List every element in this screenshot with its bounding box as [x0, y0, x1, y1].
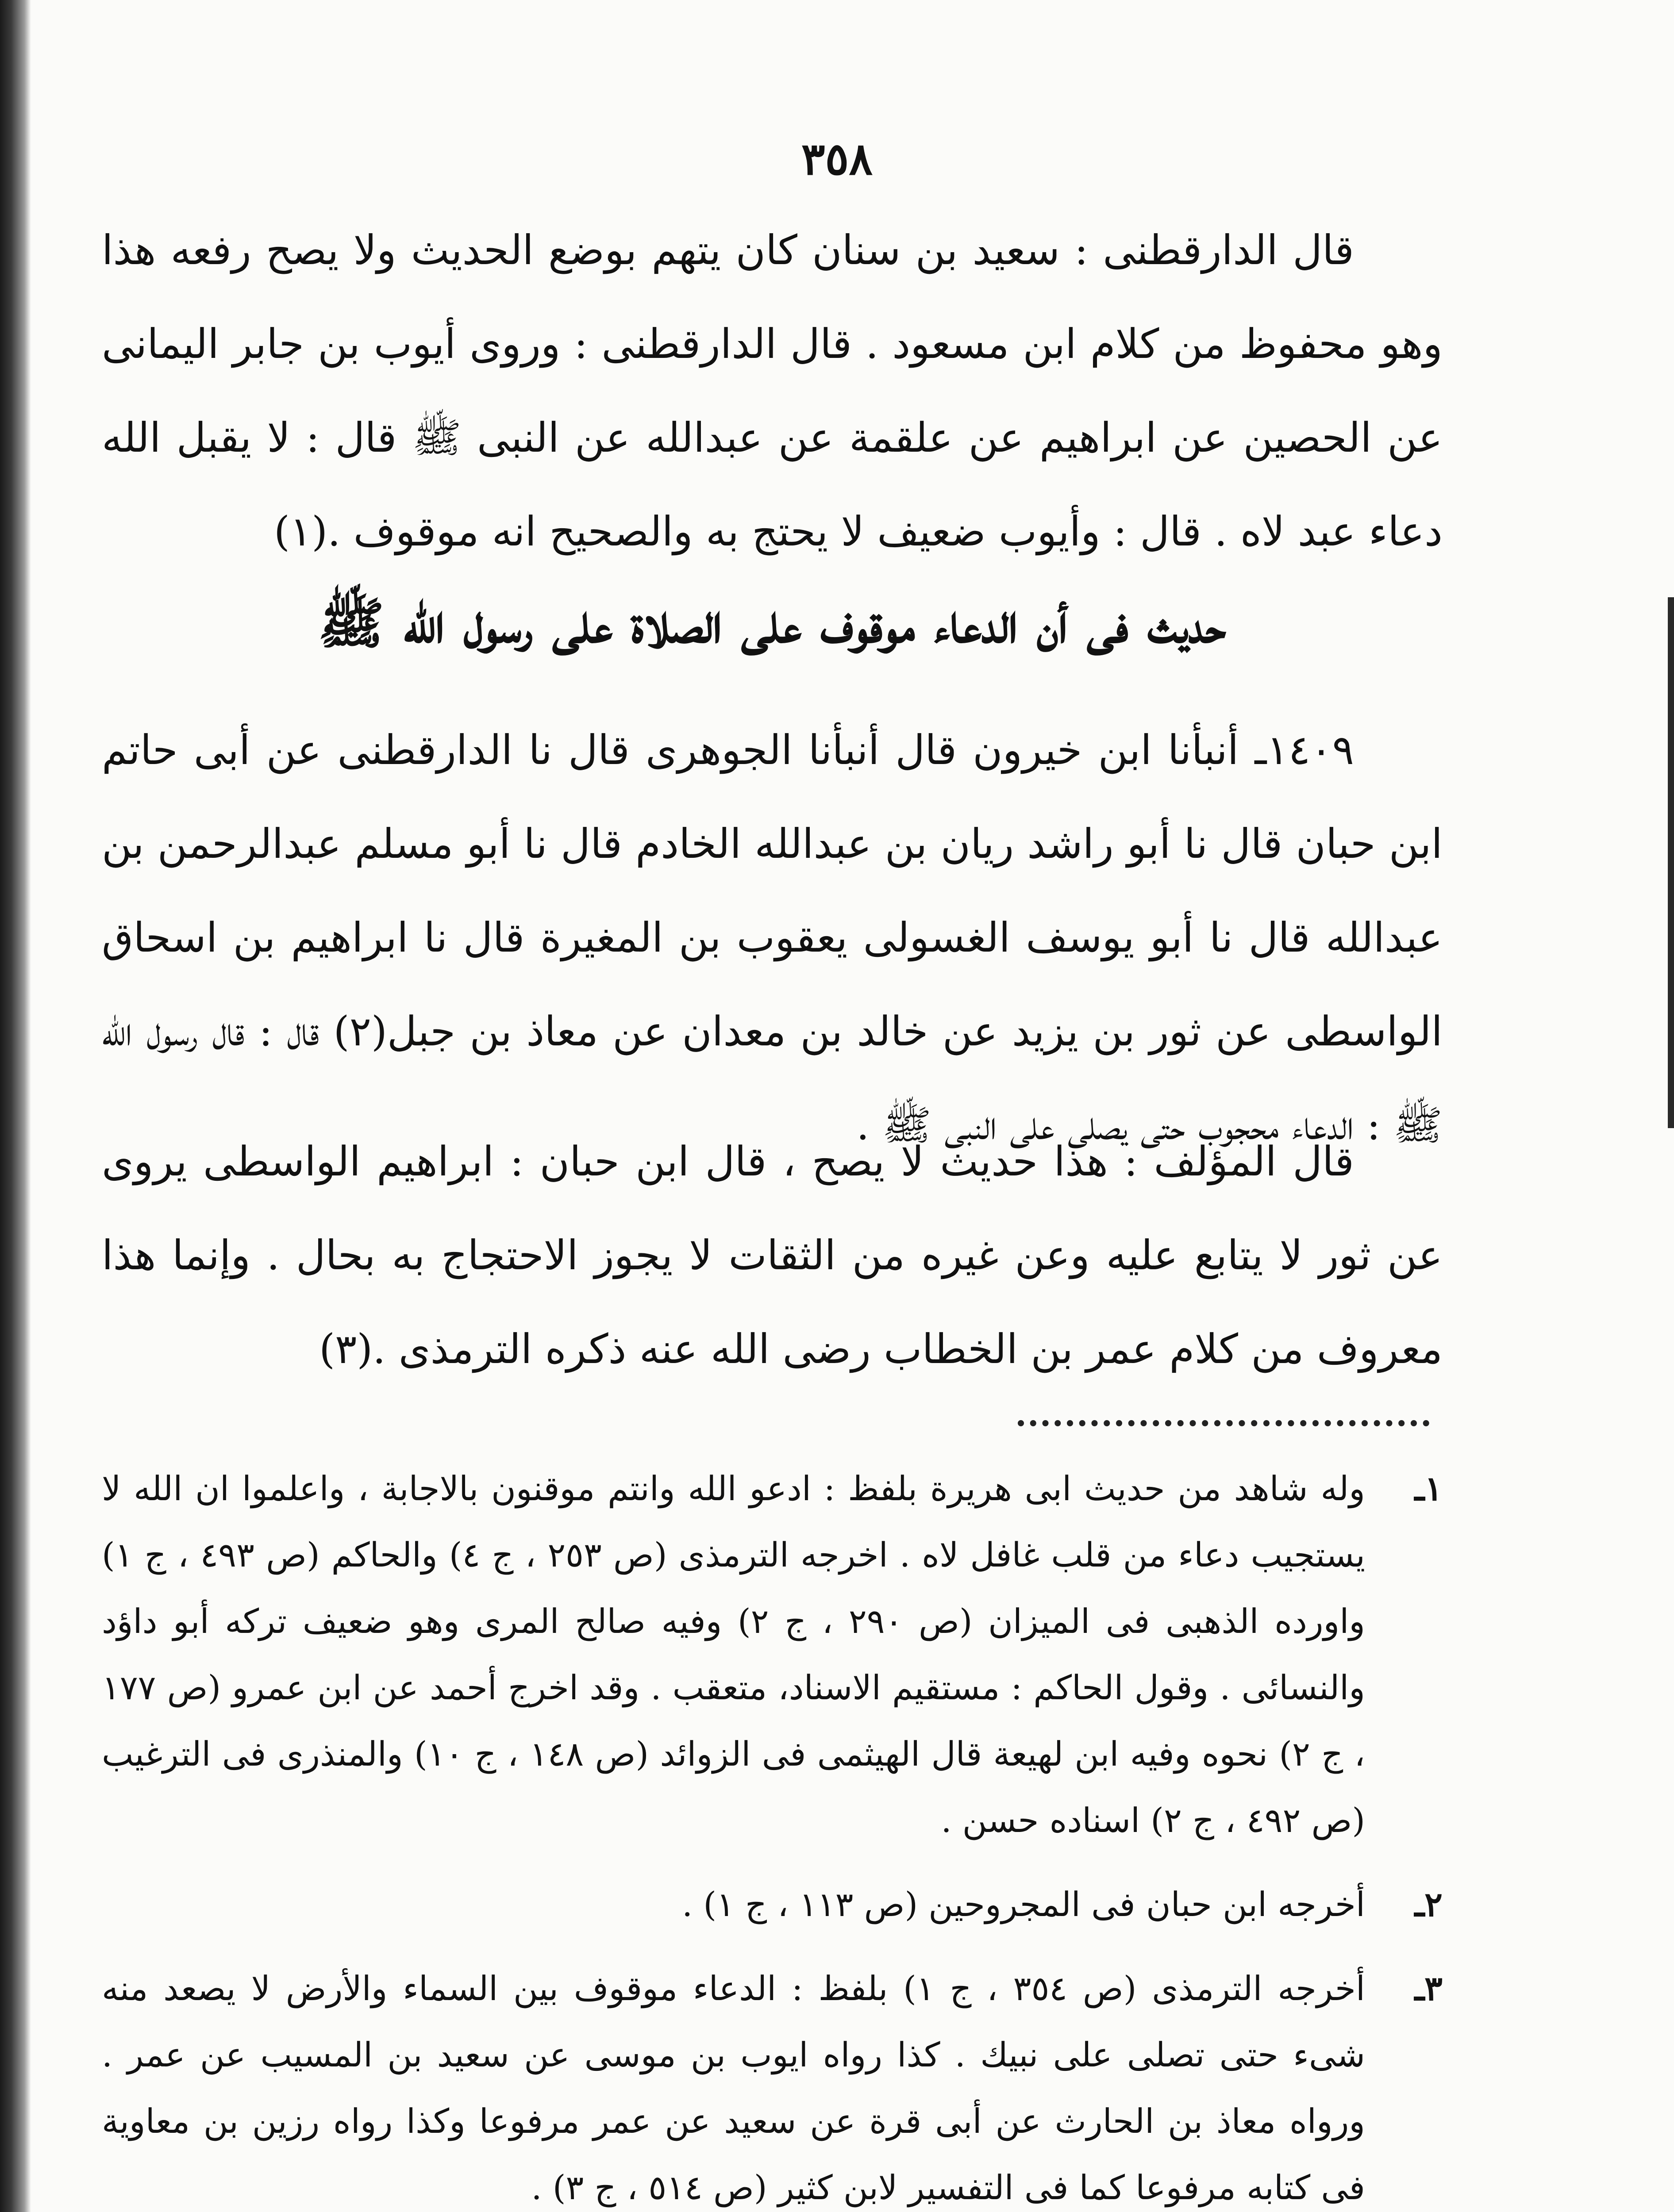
section-heading: حديث فى أن الدعاء موقوف على الصلاة على رسول الله ﷺ: [318, 591, 1227, 656]
page-number: ٣٥٨: [801, 133, 873, 185]
footnote-number: ٣ـ: [1414, 1969, 1443, 2008]
paragraph-text: قال المؤلف : هذا حديث لا يصح ، قال ابن حبان : ابراهيم الواسطى يروى عن ثور لا يتابع عليه وعن غيره من الثقات لا يجوز الاحتجاج به بحال . وإنما هذا معروف من كلام عمر بن الخطاب رضى الله عنه ذكره الترمذى .(٣): [102, 1138, 1443, 1373]
footnote-separator: [1018, 1420, 1429, 1426]
footnote-2: [102, 1871, 1443, 1938]
paragraph-daraqutni-comment: [102, 204, 1443, 579]
footnote-text: وله شاهد من حديث ابى هريرة بلفظ : ادعو الله وانتم موقنون بالاجابة ، واعلموا ان الله لا يستجيب دعاء من قلب غافل لاه . اخرجه الترمذى (ص ٢٥٣ ، ج ٤) والحاكم (ص ٤٩٣ ، ج ١) واورده الذهبى فى الميزان (ص ٢٩٠ ، ج ٢) وفيه صالح المرى وهو ضعيف تركه أبو داؤد والنسائى . وقول الحاكم : مستقيم الاسناد، متعقب . وقد اخرج أحمد عن ابن عمرو (ص ١٧٧ ، ج ٢) نحوه وفيه ابن لهيعة قال الهيثمى فى الزوائد (ص ١٤٨ ، ج ١٠) والمنذرى فى الترغيب (ص ٤٩٢ ، ج ٢) اسناده حسن .: [102, 1469, 1366, 1840]
footnote-number: ١ـ: [1414, 1469, 1443, 1508]
footnote-number: ٢ـ: [1414, 1885, 1443, 1924]
paragraph-text: ١٤٠٩ـ أنبأنا ابن خيرون قال أنبأنا الجوهرى قال نا الدارقطنى عن أبى حاتم ابن حبان قال نا أبو راشد ريان بن عبدالله الخادم قال نا أبو مسلم عبدالرحمن بن عبدالله قال نا أبو يوسف الغسولى يعقوب بن المغيرة قال نا ابراهيم بن اسحاق الواسطى عن ثور بن يزيد عن خالد بن معدان عن معاذ بن جبل(٢) قال : قال رسول الله ﷺ : الدعاء محجوب حتى يصلى على النبى ﷺ .: [102, 726, 1443, 1149]
paragraph-author-comment: [102, 1115, 1443, 1396]
footnote-text: أخرجه ابن حبان فى المجروحين (ص ١١٣ ، ج ١) .: [682, 1885, 1365, 1924]
paragraph-hadith-1409: [102, 703, 1443, 1172]
footnotes: [102, 1455, 1443, 2212]
footnote-1: [102, 1455, 1443, 1854]
footnote-text: أخرجه الترمذى (ص ٣٥٤ ، ج ١) بلفظ : الدعاء موقوف بين السماء والأرض لا يصعد منه شىء حتى تصلى على نبيك . كذا رواه ايوب بن موسى عن سعيد بن المسيب عن عمر . ورواه معاذ بن الحارث عن أبى قرة عن سعيد عن عمر مرفوعا وكذا رواه رزين بن معاوية فى كتابه مرفوعا كما فى التفسير لابن كثير (ص ٥١٤ ، ج ٣) .: [102, 1969, 1365, 2207]
paragraph-text: قال الدارقطنى : سعيد بن سنان كان يتهم بوضع الحديث ولا يصح رفعه هذا وهو محفوظ من كلام ابن مسعود . قال الدارقطنى : وروى أيوب بن جابر اليمانى عن الحصين عن ابراهيم عن علقمة عن عبدالله عن النبى ﷺ قال : لا يقبل الله دعاء عبد لاه . قال : وأيوب ضعيف لا يحتج به والصحيح انه موقوف .(١): [102, 227, 1443, 555]
page-edge-mark: [1668, 597, 1674, 1128]
footnote-3: [102, 1955, 1443, 2212]
page-binding-shadow: [0, 0, 31, 2212]
